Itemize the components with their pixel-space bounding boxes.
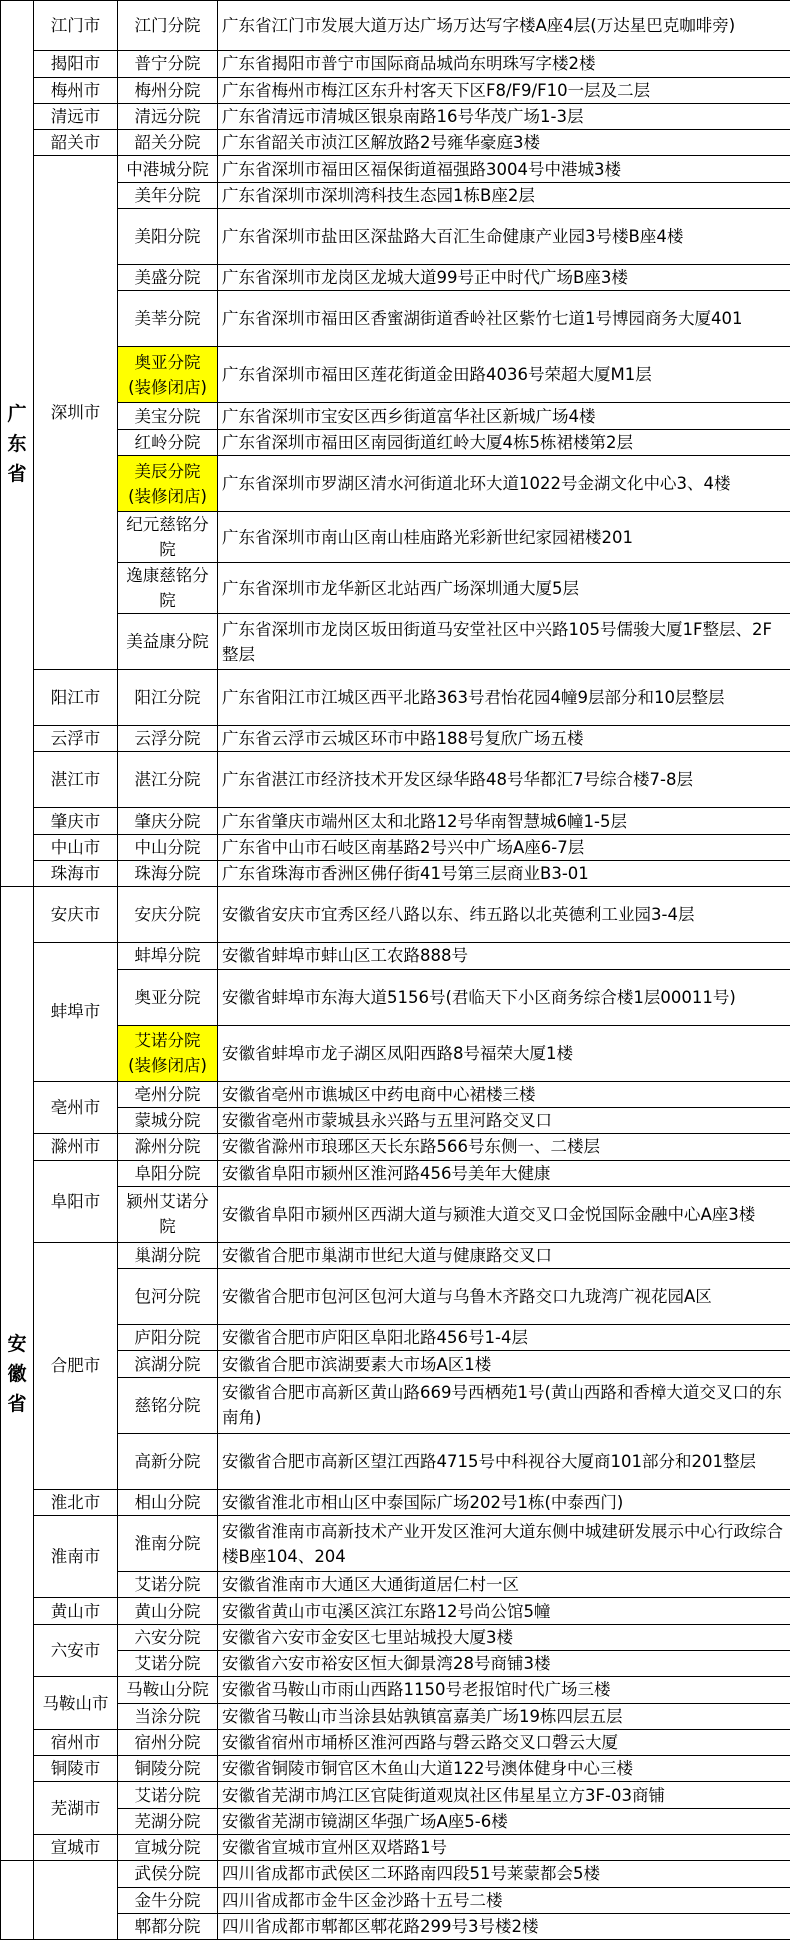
city-cell: 滁州市 bbox=[34, 1134, 118, 1160]
branch-address-cell: 安徽省淮南市高新技术产业开发区淮河大道东侧中城建研发展示中心行政综合楼B座104、204 bbox=[218, 1516, 790, 1572]
branch-name-cell: 美莘分院 bbox=[118, 291, 218, 347]
table-row bbox=[1, 752, 790, 808]
branch-name-cell: 阜阳分院 bbox=[118, 1160, 218, 1186]
table-row bbox=[1, 51, 790, 77]
table-row bbox=[1, 103, 790, 129]
table-row bbox=[1, 614, 790, 670]
table-row bbox=[1, 1729, 790, 1755]
city-cell: 韶关市 bbox=[34, 130, 118, 156]
branch-address-cell: 安徽省六安市金安区七里站城投大厦3楼 bbox=[218, 1624, 790, 1650]
branch-address-cell: 安徽省合肥市巢湖市世纪大道与健康路交叉口 bbox=[218, 1242, 790, 1268]
branch-address-cell: 安徽省亳州市谯城区中药电商中心裙楼三楼 bbox=[218, 1081, 790, 1107]
branch-address-cell: 广东省阳江市江城区西平北路363号君怡花园4幢9层部分和10层整层 bbox=[218, 670, 790, 726]
branch-name-cell: 金牛分院 bbox=[118, 1887, 218, 1913]
city-cell: 蚌埠市 bbox=[34, 943, 118, 1081]
table-row bbox=[1, 1782, 790, 1808]
branch-name-cell: 韶关分院 bbox=[118, 130, 218, 156]
table-row bbox=[1, 512, 790, 563]
branch-address-cell: 安徽省合肥市滨湖要素大市场A区1楼 bbox=[218, 1351, 790, 1377]
branch-address-cell: 广东省云浮市云城区环市中路188号复欣广场五楼 bbox=[218, 726, 790, 752]
table-row bbox=[1, 1, 790, 51]
branch-name-cell: 肇庆分院 bbox=[118, 808, 218, 834]
table-row bbox=[1, 563, 790, 614]
table-row bbox=[1, 1134, 790, 1160]
table-row bbox=[1, 726, 790, 752]
branch-name-cell: 高新分院 bbox=[118, 1433, 218, 1489]
branch-name-cell: 安庆分院 bbox=[118, 887, 218, 943]
table-row bbox=[1, 1433, 790, 1489]
table-row bbox=[1, 265, 790, 291]
branch-address-cell: 四川省成都市郫都区郫花路299号3号楼2楼 bbox=[218, 1913, 790, 1939]
branch-name-line: 美辰分院 bbox=[120, 459, 215, 484]
branch-address-cell: 广东省湛江市经济技术开发区绿华路48号华都汇7号综合楼7-8层 bbox=[218, 752, 790, 808]
table-row bbox=[1, 156, 790, 182]
branch-address-cell: 安徽省淮北市相山区中泰国际广场202号1栋(中泰西门) bbox=[218, 1489, 790, 1515]
branch-name-cell: 珠海分院 bbox=[118, 860, 218, 886]
table-row bbox=[1, 1572, 790, 1598]
city-cell: 合肥市 bbox=[34, 1242, 118, 1489]
province-cell bbox=[1, 1, 34, 887]
branch-name-cell: 相山分院 bbox=[118, 1489, 218, 1515]
table-row bbox=[1, 1861, 790, 1887]
table-row bbox=[1, 347, 790, 403]
branch-address-cell: 广东省深圳市南山区南山桂庙路光彩新世纪家园裙楼201 bbox=[218, 512, 790, 563]
branch-name-cell: 逸康慈铭分院 bbox=[118, 563, 218, 614]
branch-address-cell: 安徽省合肥市包河区包河大道与乌鲁木齐路交口九珑湾广视花园A区 bbox=[218, 1269, 790, 1325]
branch-name-cell: 亳州分院 bbox=[118, 1081, 218, 1107]
branch-address-cell: 广东省中山市石岐区南基路2号兴中广场A座6-7层 bbox=[218, 834, 790, 860]
province-name-char: 东 bbox=[1, 429, 33, 459]
table-row bbox=[1, 1624, 790, 1650]
city-cell: 揭阳市 bbox=[34, 51, 118, 77]
branch-name-cell: 滁州分院 bbox=[118, 1134, 218, 1160]
province-name-char: 省 bbox=[1, 459, 33, 489]
branch-address-cell: 安徽省六安市裕安区恒大御景湾28号商铺3楼 bbox=[218, 1650, 790, 1676]
branch-address-cell: 安徽省淮南市大通区大通街道居仁村一区 bbox=[218, 1572, 790, 1598]
branch-name-cell: 红岭分院 bbox=[118, 429, 218, 455]
branch-name-cell: 美益康分院 bbox=[118, 614, 218, 670]
branch-address-cell: 广东省深圳市福田区南园街道红岭大厦4栋5栋裙楼第2层 bbox=[218, 429, 790, 455]
branch-address-cell: 广东省江门市发展大道万达广场万达写字楼A座4层(万达星巴克咖啡旁) bbox=[218, 1, 790, 51]
city-cell: 六安市 bbox=[34, 1624, 118, 1677]
province-name-char: 广 bbox=[1, 399, 33, 429]
branch-name-cell: 马鞍山分院 bbox=[118, 1677, 218, 1703]
branch-name-cell: 中港城分院 bbox=[118, 156, 218, 182]
table-row bbox=[1, 943, 790, 969]
table-row bbox=[1, 1081, 790, 1107]
branch-name-cell: 清远分院 bbox=[118, 103, 218, 129]
branch-name-cell: 艾诺分院 bbox=[118, 1572, 218, 1598]
city-cell: 清远市 bbox=[34, 103, 118, 129]
branch-address-cell: 广东省珠海市香洲区佛仔街41号第三层商业B3-01 bbox=[218, 860, 790, 886]
branch-name-closed-cell bbox=[118, 347, 218, 403]
branch-name-cell: 江门分院 bbox=[118, 1, 218, 51]
branch-address-cell: 安徽省滁州市琅琊区天长东路566号东侧一、二楼层 bbox=[218, 1134, 790, 1160]
branch-name-cell: 纪元慈铭分院 bbox=[118, 512, 218, 563]
city-cell: 阜阳市 bbox=[34, 1160, 118, 1242]
province-name-char: 安 bbox=[1, 1329, 33, 1359]
branch-address-cell: 安徽省黄山市屯溪区滨江东路12号尚公馆5幢 bbox=[218, 1598, 790, 1624]
city-cell: 梅州市 bbox=[34, 77, 118, 103]
branch-address-cell: 安徽省亳州市蒙城县永兴路与五里河路交叉口 bbox=[218, 1107, 790, 1133]
branch-name-cell: 铜陵分院 bbox=[118, 1756, 218, 1782]
city-cell: 马鞍山市 bbox=[34, 1677, 118, 1730]
city-cell: 黄山市 bbox=[34, 1598, 118, 1624]
city-cell: 阳江市 bbox=[34, 670, 118, 726]
table-row bbox=[1, 130, 790, 156]
branch-address-cell: 广东省清远市清城区银泉南路16号华茂广场1-3层 bbox=[218, 103, 790, 129]
branch-address-cell: 安徽省蚌埠市东海大道5156号(君临天下小区商务综合楼1层00011号) bbox=[218, 969, 790, 1025]
branch-name-cell: 淮南分院 bbox=[118, 1516, 218, 1572]
branch-address-cell: 广东省深圳市罗湖区清水河街道北环大道1022号金湖文化中心3、4楼 bbox=[218, 456, 790, 512]
table-row bbox=[1, 1913, 790, 1939]
branch-name-cell: 云浮分院 bbox=[118, 726, 218, 752]
branch-address-cell: 广东省深圳市龙华新区北站西广场深圳通大厦5层 bbox=[218, 563, 790, 614]
branch-name-cell: 阳江分院 bbox=[118, 670, 218, 726]
city-cell: 江门市 bbox=[34, 1, 118, 51]
branch-address-cell: 广东省深圳市宝安区西乡街道富华社区新城广场4楼 bbox=[218, 403, 790, 429]
province-name-char: 省 bbox=[1, 1389, 33, 1419]
branch-address-cell: 安徽省马鞍山市雨山西路1150号老报馆时代广场三楼 bbox=[218, 1677, 790, 1703]
branch-address-cell: 四川省成都市金牛区金沙路十五号二楼 bbox=[218, 1887, 790, 1913]
branch-address-cell: 安徽省安庆市宜秀区经八路以东、纬五路以北英德利工业园3-4层 bbox=[218, 887, 790, 943]
branch-name-cell: 包河分院 bbox=[118, 1269, 218, 1325]
table-row bbox=[1, 1351, 790, 1377]
city-cell: 湛江市 bbox=[34, 752, 118, 808]
branch-name-cell: 六安分院 bbox=[118, 1624, 218, 1650]
branch-name-cell: 美盛分院 bbox=[118, 265, 218, 291]
branch-address-cell: 安徽省蚌埠市蚌山区工农路888号 bbox=[218, 943, 790, 969]
branch-name-cell: 奥亚分院 bbox=[118, 969, 218, 1025]
table-row bbox=[1, 1598, 790, 1624]
table-row bbox=[1, 1756, 790, 1782]
branch-address-cell: 广东省肇庆市端州区太和北路12号华南智慧城6幢1-5层 bbox=[218, 808, 790, 834]
branch-name-cell: 湛江分院 bbox=[118, 752, 218, 808]
branch-address-cell: 广东省深圳市福田区莲花街道金田路4036号荣超大厦M1层 bbox=[218, 347, 790, 403]
branch-address-cell: 安徽省马鞍山市当涂县姑孰镇富嘉美广场19栋四层五层 bbox=[218, 1703, 790, 1729]
branch-address-cell: 广东省韶关市浈江区解放路2号雍华豪庭3楼 bbox=[218, 130, 790, 156]
branch-name-cell: 黄山分院 bbox=[118, 1598, 218, 1624]
city-cell: 中山市 bbox=[34, 834, 118, 860]
table-row bbox=[1, 1516, 790, 1572]
branch-address-cell: 广东省深圳市福田区香蜜湖街道香岭社区紫竹七道1号博园商务大厦401 bbox=[218, 291, 790, 347]
table-row bbox=[1, 860, 790, 886]
branch-name-cell: 芜湖分院 bbox=[118, 1808, 218, 1834]
city-cell: 芜湖市 bbox=[34, 1782, 118, 1835]
branch-name-line: 艾诺分院 bbox=[120, 1028, 215, 1053]
city-cell: 安庆市 bbox=[34, 887, 118, 943]
branch-address-cell: 安徽省合肥市高新区望江西路4715号中科视谷大厦商101部分和201整层 bbox=[218, 1433, 790, 1489]
table-row bbox=[1, 1025, 790, 1081]
branch-name-cell: 蚌埠分院 bbox=[118, 943, 218, 969]
branch-name-cell: 普宁分院 bbox=[118, 51, 218, 77]
table-row bbox=[1, 1887, 790, 1913]
table-row bbox=[1, 1325, 790, 1351]
branch-name-cell: 颍州艾诺分院 bbox=[118, 1186, 218, 1242]
branch-address-cell: 安徽省铜陵市铜官区木鱼山大道122号澳体健身中心三楼 bbox=[218, 1756, 790, 1782]
city-cell: 云浮市 bbox=[34, 726, 118, 752]
table-row bbox=[1, 1160, 790, 1186]
table-row bbox=[1, 403, 790, 429]
city-cell: 深圳市 bbox=[34, 156, 118, 670]
branch-address-cell: 安徽省阜阳市颍州区西湖大道与颍淮大道交叉口金悦国际金融中心A座3楼 bbox=[218, 1186, 790, 1242]
table-row bbox=[1, 969, 790, 1025]
branch-name-cell: 美宝分院 bbox=[118, 403, 218, 429]
branch-name-cell: 艾诺分院 bbox=[118, 1650, 218, 1676]
branch-name-closed-cell bbox=[118, 1025, 218, 1081]
city-cell: 铜陵市 bbox=[34, 1756, 118, 1782]
branch-address-cell: 安徽省宣城市宣州区双塔路1号 bbox=[218, 1835, 790, 1861]
branch-name-cell: 美阳分院 bbox=[118, 209, 218, 265]
table-row bbox=[1, 1489, 790, 1515]
branch-name-cell: 滨湖分院 bbox=[118, 1351, 218, 1377]
branch-name-cell: 中山分院 bbox=[118, 834, 218, 860]
table-row bbox=[1, 834, 790, 860]
branch-address-cell: 安徽省芜湖市镜湖区华强广场A座5-6楼 bbox=[218, 1808, 790, 1834]
branch-address-cell: 安徽省阜阳市颍州区淮河路456号美年大健康 bbox=[218, 1160, 790, 1186]
table-row bbox=[1, 182, 790, 208]
table-row bbox=[1, 1808, 790, 1834]
branch-address-cell: 四川省成都市武侯区二环路南四段51号莱蒙都会5楼 bbox=[218, 1861, 790, 1887]
branch-address-cell: 安徽省蚌埠市龙子湖区凤阳西路8号福荣大厦1楼 bbox=[218, 1025, 790, 1081]
table-row bbox=[1, 1677, 790, 1703]
branch-address-cell: 广东省深圳市龙岗区龙城大道99号正中时代广场B座3楼 bbox=[218, 265, 790, 291]
branch-name-line: (装修闭店) bbox=[120, 375, 215, 400]
city-cell: 淮北市 bbox=[34, 1489, 118, 1515]
table-row bbox=[1, 1107, 790, 1133]
branch-name-cell: 宿州分院 bbox=[118, 1729, 218, 1755]
city-cell: 淮南市 bbox=[34, 1516, 118, 1598]
branch-address-cell: 安徽省合肥市庐阳区阜阳北路456号1-4层 bbox=[218, 1325, 790, 1351]
branch-address-cell: 广东省深圳市龙岗区坂田街道马安堂社区中兴路105号儒骏大厦1F整层、2F整层 bbox=[218, 614, 790, 670]
branch-name-line: (装修闭店) bbox=[120, 484, 215, 509]
branch-name-closed-cell bbox=[118, 456, 218, 512]
branch-name-cell: 艾诺分院 bbox=[118, 1782, 218, 1808]
branch-address-cell: 广东省揭阳市普宁市国际商品城尚东明珠写字楼2楼 bbox=[218, 51, 790, 77]
city-cell: 肇庆市 bbox=[34, 808, 118, 834]
branch-name-cell: 梅州分院 bbox=[118, 77, 218, 103]
city-cell: 珠海市 bbox=[34, 860, 118, 886]
table-row bbox=[1, 670, 790, 726]
branch-name-cell: 当涂分院 bbox=[118, 1703, 218, 1729]
branch-name-cell: 宣城分院 bbox=[118, 1835, 218, 1861]
branch-address-cell: 广东省深圳市盐田区深盐路大百汇生命健康产业园3号楼B座4楼 bbox=[218, 209, 790, 265]
branch-name-cell: 巢湖分院 bbox=[118, 1242, 218, 1268]
city-cell bbox=[34, 1861, 118, 1940]
table-row bbox=[1, 808, 790, 834]
city-cell: 亳州市 bbox=[34, 1081, 118, 1134]
branch-name-line: 奥亚分院 bbox=[120, 350, 215, 375]
table-row bbox=[1, 1242, 790, 1268]
table-row bbox=[1, 77, 790, 103]
branch-address-cell: 广东省梅州市梅江区东升村客天下区F8/F9/F10一层及二层 bbox=[218, 77, 790, 103]
table-row bbox=[1, 1703, 790, 1729]
city-cell: 宿州市 bbox=[34, 1729, 118, 1755]
table-body bbox=[1, 1, 790, 1940]
table-row bbox=[1, 1186, 790, 1242]
table-row bbox=[1, 456, 790, 512]
branch-name-cell: 蒙城分院 bbox=[118, 1107, 218, 1133]
table-row bbox=[1, 1835, 790, 1861]
table-row bbox=[1, 291, 790, 347]
city-cell: 宣城市 bbox=[34, 1835, 118, 1861]
branch-name-cell: 武侯分院 bbox=[118, 1861, 218, 1887]
branch-address-cell: 安徽省合肥市高新区黄山路669号西栖苑1号(黄山西路和香樟大道交叉口的东南角) bbox=[218, 1377, 790, 1433]
branch-address-cell: 安徽省宿州市埇桥区淮河西路与磬云路交叉口磬云大厦 bbox=[218, 1729, 790, 1755]
table-row bbox=[1, 887, 790, 943]
table-row bbox=[1, 429, 790, 455]
table-row bbox=[1, 1650, 790, 1676]
branch-name-line: (装修闭店) bbox=[120, 1053, 215, 1078]
province-cell bbox=[1, 1861, 34, 1940]
branch-address-cell: 广东省深圳市深圳湾科技生态园1栋B座2层 bbox=[218, 182, 790, 208]
branch-address-cell: 广东省深圳市福田区福保街道福强路3004号中港城3楼 bbox=[218, 156, 790, 182]
table-row bbox=[1, 209, 790, 265]
table-row bbox=[1, 1377, 790, 1433]
table-row bbox=[1, 1269, 790, 1325]
province-name-char: 徽 bbox=[1, 1359, 33, 1389]
province-cell bbox=[1, 887, 34, 1861]
branch-name-cell: 庐阳分院 bbox=[118, 1325, 218, 1351]
branch-name-cell: 美年分院 bbox=[118, 182, 218, 208]
branch-address-cell: 安徽省芜湖市鸠江区官陡街道观岚社区伟星星立方3F-03商铺 bbox=[218, 1782, 790, 1808]
branch-name-cell: 郫都分院 bbox=[118, 1913, 218, 1939]
branch-name-cell: 慈铭分院 bbox=[118, 1377, 218, 1433]
